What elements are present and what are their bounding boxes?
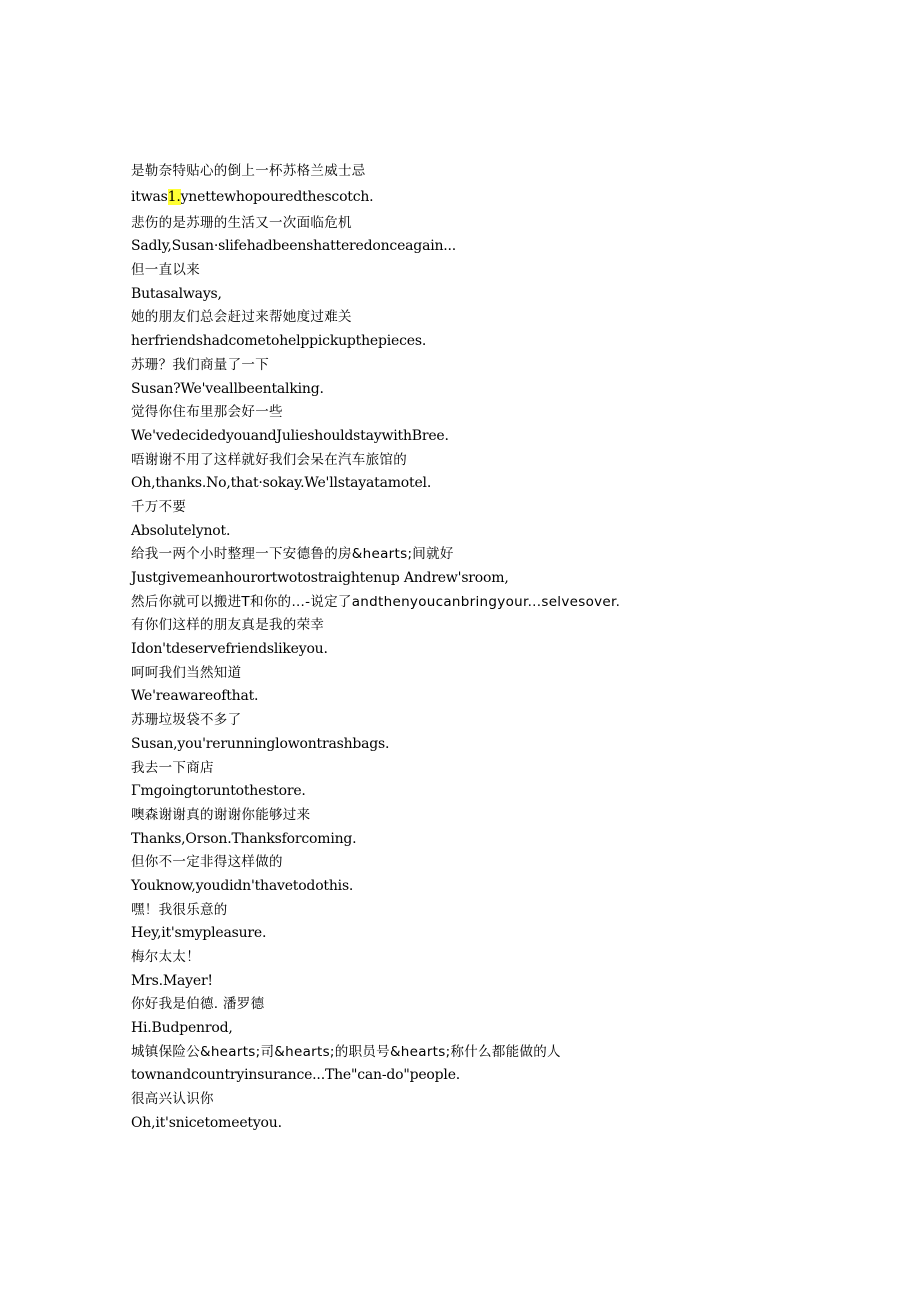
line-zh: 梅尔太太！	[131, 949, 200, 965]
line-en	[131, 184, 891, 212]
line-mixed: 然后你就可以搬进T和你的…-说定了andthenyoucanbringyour...selvesover.	[131, 593, 621, 610]
line-zh: 嘿！我很乐意的	[131, 901, 228, 918]
line-en: Sadly,Susan·slifehadbeenshatteredonceagain...	[131, 238, 457, 255]
line-zh: 唔谢谢不用了这样就好我们会呆在汽车旅馆的	[131, 451, 407, 468]
line-en: Oh,thanks.No,that·sokay.We'llstayatamotel.	[131, 475, 432, 492]
line-en: Hey,it'smypleasure.	[131, 925, 267, 942]
line-zh: 苏珊？我们商量了一下	[131, 356, 269, 373]
line-en: Γmgoingtoruntothestore.	[131, 783, 306, 800]
line-zh: 但一直以来	[131, 262, 200, 279]
line-en: We'reawareofthat.	[131, 688, 259, 705]
line-zh: 城镇保险公&hearts;司&hearts;的职员号&hearts;称什么都能做的人	[131, 1043, 561, 1060]
line-en: townandcountryinsurance...The"can-do"people.	[131, 1067, 461, 1084]
line-en: Thanks,Orson.Thanksforcoming.	[131, 830, 357, 847]
line-en: Youknow,youdidn'thavetodothis.	[131, 877, 354, 894]
line-zh: 千万不要	[131, 498, 187, 515]
line-zh: 很高兴认识你	[131, 1091, 214, 1108]
line-en: Susan,you'rerunninglowontrashbags.	[131, 735, 390, 752]
line-zh: 是勒奈特贴心的倒上一杯苏格兰威士忌	[131, 163, 366, 179]
line-zh: 我去一下商店	[131, 759, 214, 776]
line-en-part: ynettewhopouredthescotch.	[180, 188, 374, 205]
line-en: Idon'tdeservefriendslikeyou.	[131, 641, 328, 658]
line-zh: 觉得你住布里那会好一些	[131, 404, 283, 421]
highlighted-number: 1.	[167, 188, 181, 205]
line-zh: 你好我是伯德. 潘罗德	[131, 996, 265, 1013]
line-en: Butasalways,	[131, 285, 222, 302]
line-zh: 她的朋友们总会赶过来帮她度过难关	[131, 309, 352, 326]
line-en: Susan?We'veallbeentalking.	[131, 380, 324, 397]
line-en-part: itwas	[131, 188, 168, 205]
line-en: Hi.Budpenrod,	[131, 1020, 233, 1037]
line-en: Absolutelynot.	[131, 522, 231, 539]
line-zh: 有你们这样的朋友真是我的荣幸	[131, 617, 325, 634]
line-zh: 噢森谢谢真的谢谢你能够过来	[131, 806, 311, 823]
line-zh: 悲伤的是苏珊的生活又一次面临危机	[131, 214, 352, 231]
line-en: Oh,it'snicetomeetyou.	[131, 1114, 282, 1131]
line-zh: 给我一两个小时整理一下安德鲁的房&hearts;间就好	[131, 546, 454, 563]
line-en: herfriendshadcometohelppickupthepieces.	[131, 333, 427, 350]
subtitle-transcript	[131, 160, 891, 1136]
line-zh: 但你不一定非得这样做的	[131, 854, 283, 871]
line-zh: 苏珊垃圾袋不多了	[131, 712, 242, 729]
line-en: We'vedecidedyouandJulieshouldstaywithBree.	[131, 427, 449, 444]
line-en: Mrs.Mayer!	[131, 972, 213, 989]
line-zh: 呵呵我们当然知道	[131, 664, 242, 681]
line-en: Justgivemeanhourortwotostraightenup Andrew'sroom,	[131, 570, 509, 586]
